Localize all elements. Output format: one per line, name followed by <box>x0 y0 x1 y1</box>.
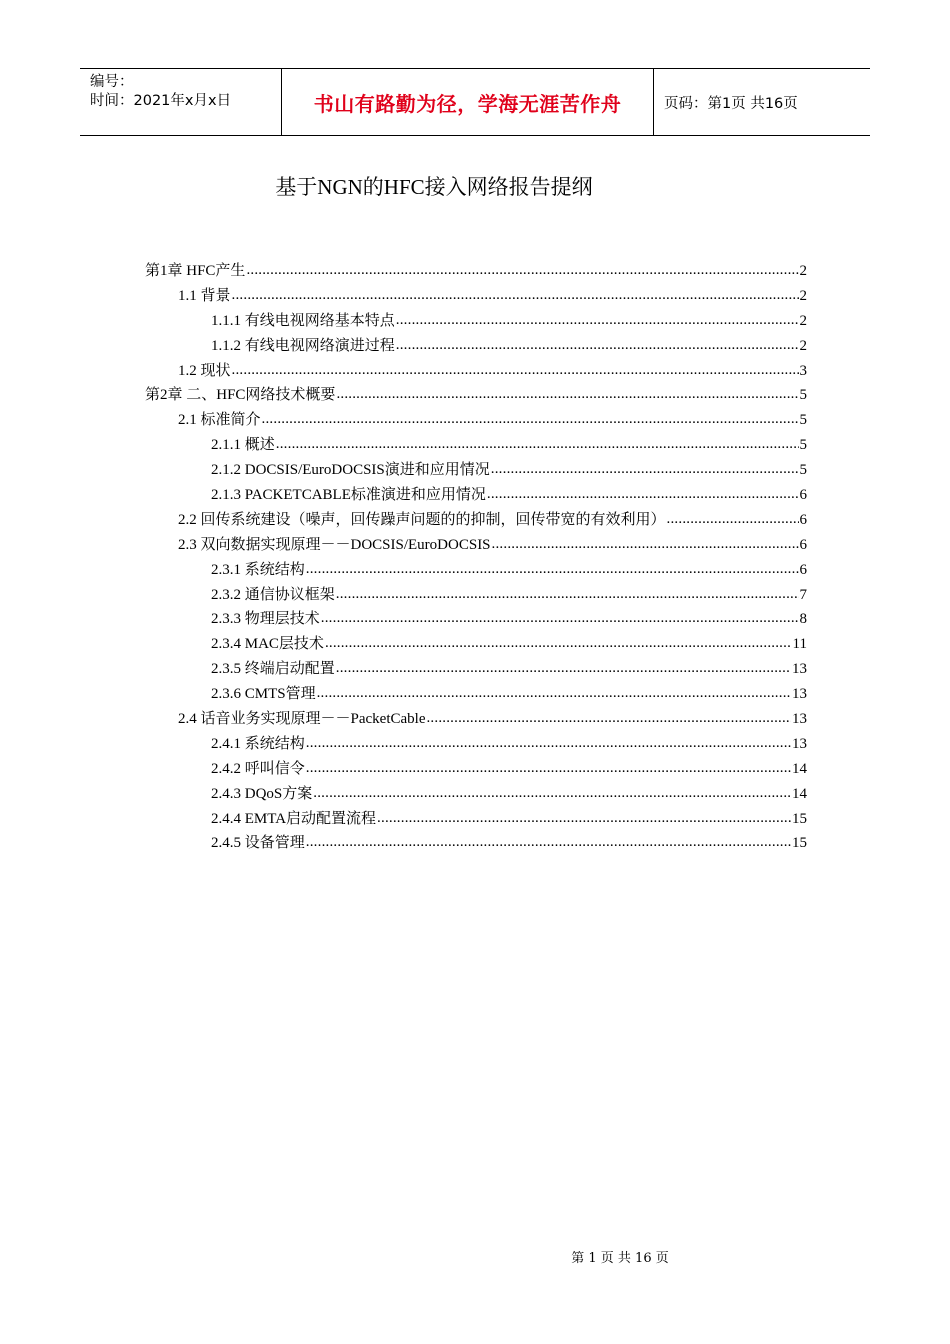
toc-entry-page: 3 <box>799 362 807 379</box>
toc-entry-text: 2.4.2 呼叫信令 <box>211 760 305 777</box>
toc-entry-page: 2 <box>799 312 807 329</box>
toc-entry[interactable] <box>145 383 807 408</box>
toc-entry-page: 13 <box>792 686 807 703</box>
toc-entry-text: 1.2 现状 <box>178 362 231 379</box>
toc-entry-text: 2.4.5 设备管理 <box>211 835 305 852</box>
toc-entry[interactable] <box>145 757 807 782</box>
toc-entry[interactable] <box>145 583 807 608</box>
toc-entry[interactable] <box>145 607 807 632</box>
toc-entry-page: 2 <box>799 287 807 304</box>
toc-entry-page: 2 <box>799 263 807 279</box>
toc-entry-text: 1.1 背景 <box>178 287 231 304</box>
toc-entry[interactable] <box>145 309 807 334</box>
toc-entry[interactable] <box>145 408 807 433</box>
toc-leader-dots <box>232 358 799 383</box>
toc-entry[interactable] <box>145 433 807 458</box>
toc-entry[interactable] <box>145 334 807 359</box>
doc-number-label: 编号： <box>90 74 134 90</box>
toc-entry[interactable] <box>145 508 807 533</box>
toc-entry[interactable] <box>145 533 807 558</box>
toc-entry-text: 2.1.1 概述 <box>211 437 275 454</box>
table-of-contents <box>145 259 807 856</box>
toc-leader-dots <box>336 656 791 681</box>
toc-leader-dots <box>246 258 798 283</box>
toc-leader-dots <box>232 283 799 308</box>
toc-entry[interactable] <box>145 782 807 807</box>
page-footer: 第 1 页 共 16 页 <box>571 1251 669 1266</box>
toc-entry-page: 8 <box>799 611 807 628</box>
toc-entry-text: 2.4.4 EMTA启动配置流程 <box>211 810 377 827</box>
toc-entry-text: 2.1.2 DOCSIS/EuroDOCSIS演进和应用情况 <box>211 462 490 479</box>
toc-entry-page: 7 <box>799 586 807 603</box>
toc-entry[interactable] <box>145 682 807 707</box>
page-header <box>80 68 870 136</box>
toc-leader-dots <box>306 557 799 582</box>
toc-entry-text: 2.4.1 系统结构 <box>211 735 305 752</box>
toc-entry-text: 第2章 二、HFC网络技术概要 <box>145 387 336 404</box>
toc-leader-dots <box>321 606 799 631</box>
toc-entry-page: 14 <box>792 785 807 802</box>
toc-leader-dots <box>306 731 791 756</box>
toc-entry[interactable] <box>145 657 807 682</box>
toc-entry-page: 15 <box>792 810 807 827</box>
toc-leader-dots <box>336 382 798 407</box>
toc-leader-dots <box>317 681 791 706</box>
toc-entry[interactable] <box>145 807 807 832</box>
toc-entry-text: 2.3.5 终端启动配置 <box>211 661 335 678</box>
toc-entry[interactable] <box>145 359 807 384</box>
toc-entry-page: 5 <box>799 462 807 479</box>
toc-leader-dots <box>667 507 799 532</box>
toc-entry-page: 13 <box>792 711 807 728</box>
toc-entry-text: 2.3.2 通信协议框架 <box>211 586 335 603</box>
toc-entry-text: 2.3.6 CMTS管理 <box>211 686 316 703</box>
toc-entry[interactable] <box>145 732 807 757</box>
toc-leader-dots <box>306 830 791 855</box>
toc-entry-text: 第1章 HFC产生 <box>145 263 246 279</box>
toc-leader-dots <box>325 631 792 656</box>
doc-time-label: 时间：2021年x月x日 <box>90 93 232 109</box>
toc-entry[interactable] <box>145 458 807 483</box>
toc-entry-page: 14 <box>792 760 807 777</box>
toc-entry-text: 2.3.4 MAC层技术 <box>211 636 324 653</box>
toc-leader-dots <box>492 532 799 557</box>
header-motto: 书山有路勤为径，学海无涯苦作舟 <box>281 69 654 135</box>
toc-entry-text: 2.3.1 系统结构 <box>211 561 305 578</box>
document-title: 基于NGN的HFC接入网络报告提纲 <box>275 175 593 199</box>
toc-entry-page: 15 <box>792 835 807 852</box>
toc-entry-text: 2.2 回传系统建设（噪声，回传躁声问题的的抑制，回传带宽的有效利用） <box>178 511 666 528</box>
toc-entry-text: 2.1.3 PACKETCABLE标准演进和应用情况 <box>211 487 486 504</box>
toc-leader-dots <box>426 706 791 731</box>
toc-leader-dots <box>377 806 791 831</box>
toc-entry-page: 13 <box>792 661 807 678</box>
toc-entry-page: 5 <box>799 387 807 404</box>
toc-entry-page: 2 <box>799 337 807 354</box>
toc-entry[interactable] <box>145 483 807 508</box>
toc-entry-text: 2.3 双向数据实现原理－－DOCSIS/EuroDOCSIS <box>178 536 491 553</box>
toc-entry-text: 1.1.2 有线电视网络演进过程 <box>211 337 395 354</box>
toc-entry-page: 6 <box>799 561 807 578</box>
toc-leader-dots <box>262 407 799 432</box>
toc-leader-dots <box>276 432 799 457</box>
toc-entry[interactable] <box>145 831 807 856</box>
toc-entry-text: 2.3.3 物理层技术 <box>211 611 320 628</box>
toc-entry-page: 6 <box>799 511 807 528</box>
toc-entry[interactable] <box>145 707 807 732</box>
toc-entry-text: 2.4.3 DQoS方案 <box>211 785 313 802</box>
toc-entry-text: 2.4 话音业务实现原理－－PacketCable <box>178 711 426 728</box>
toc-leader-dots <box>491 457 799 482</box>
toc-entry-page: 6 <box>799 536 807 553</box>
toc-leader-dots <box>396 333 799 358</box>
toc-leader-dots <box>306 756 791 781</box>
toc-leader-dots <box>336 582 799 607</box>
toc-entry-page: 13 <box>792 735 807 752</box>
toc-entry[interactable] <box>145 558 807 583</box>
toc-entry[interactable] <box>145 259 807 284</box>
toc-entry-page: 5 <box>799 437 807 454</box>
toc-leader-dots <box>313 781 791 806</box>
header-page-info: 页码：第1页 共16页 <box>664 95 798 112</box>
toc-entry-text: 2.1 标准简介 <box>178 412 261 429</box>
toc-entry-page: 11 <box>792 636 807 653</box>
toc-leader-dots <box>487 482 799 507</box>
header-info <box>80 69 281 135</box>
toc-entry[interactable] <box>145 284 807 309</box>
toc-leader-dots <box>396 308 799 333</box>
toc-entry[interactable] <box>145 632 807 657</box>
toc-entry-page: 5 <box>799 412 807 429</box>
toc-entry-text: 1.1.1 有线电视网络基本特点 <box>211 312 395 329</box>
toc-entry-page: 6 <box>799 487 807 504</box>
